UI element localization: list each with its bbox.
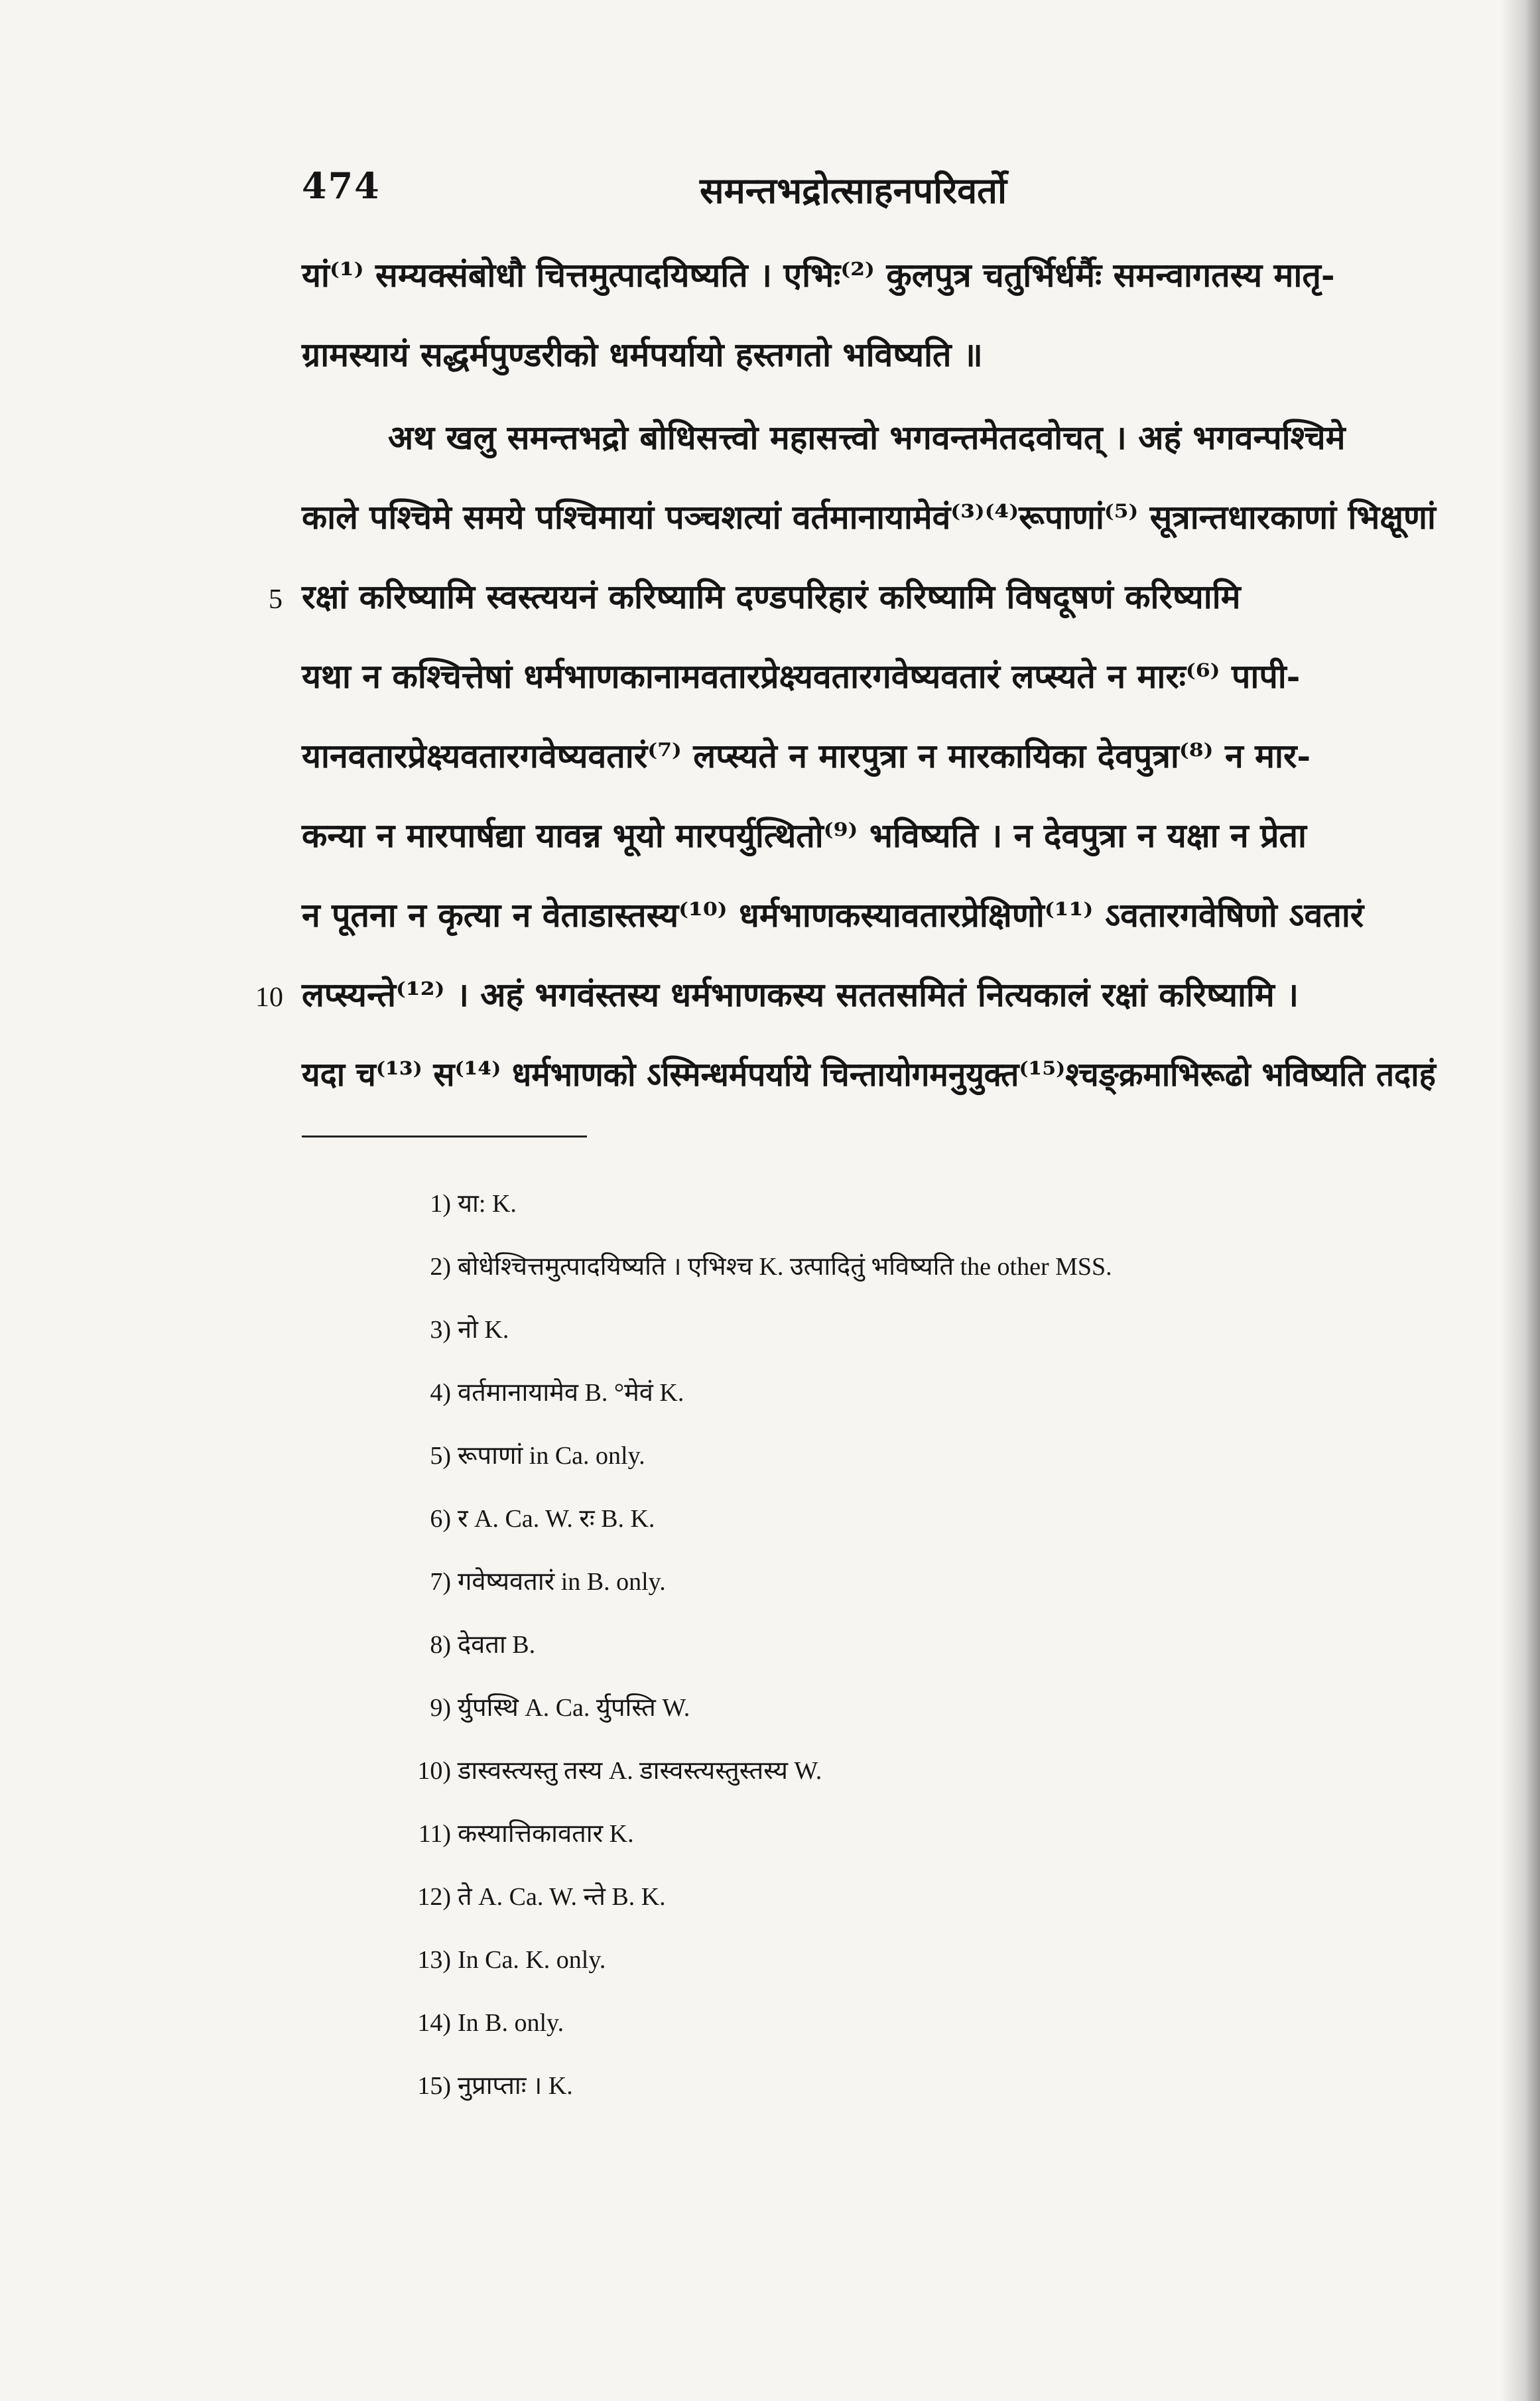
footnote-mark: 14) bbox=[417, 2009, 451, 2037]
footnote-mark: 9) bbox=[430, 1694, 451, 1722]
page-number: 474 bbox=[302, 164, 381, 207]
footnote-text: In B. only. bbox=[458, 2009, 564, 2037]
running-title: समन्तभद्रोत्साहनपरिवर्तो bbox=[700, 169, 1007, 212]
footnote-mark: 13) bbox=[417, 1946, 451, 1974]
line-number-5: 5 bbox=[269, 584, 283, 615]
footnote-mark: 15) bbox=[417, 2072, 451, 2100]
text-line: यदा च⁽¹³⁾ स⁽¹⁴⁾ धर्मभाणको ऽस्मिन्धर्मपर्याये चिन्तायोगमनुयुक्त⁽¹⁵⁾श्चङ्क्रमाभिरूढो भविष्यति तदाहं bbox=[302, 1055, 1436, 1094]
footnote-mark: 2) bbox=[430, 1253, 451, 1281]
footnote-mark: 5) bbox=[430, 1442, 451, 1470]
text-line: यथा न कश्चित्तेषां धर्मभाणकानामवतारप्रेक्ष्यवतारगवेष्यवतारं लप्स्यते न मारः⁽⁶⁾ पापी- bbox=[302, 657, 1301, 696]
footnote-mark: 10) bbox=[417, 1757, 451, 1785]
footnote bbox=[398, 2006, 564, 2046]
footnote-text: वर्तमानायामेव B. °मेवं K. bbox=[458, 1379, 684, 1407]
footnote bbox=[398, 1691, 690, 1731]
footnote-mark: 7) bbox=[430, 1568, 451, 1596]
footnote bbox=[398, 1565, 666, 1605]
line-number-10: 10 bbox=[255, 982, 283, 1013]
footnote-mark: 12) bbox=[417, 1883, 451, 1911]
page-edge-shadow bbox=[1500, 0, 1540, 2401]
footnote-text: र्युपस्थि A. Ca. र्युपस्ति W. bbox=[458, 1694, 690, 1722]
footnote-text: बोधेश्चित्तमुत्पादयिष्यति । एभिश्च K. उत्पादितुं भविष्यति the other MSS. bbox=[458, 1253, 1112, 1281]
footnote-text: नुप्राप्ताः । K. bbox=[458, 2072, 573, 2100]
footnote bbox=[398, 1817, 634, 1857]
text-line: यां⁽¹⁾ सम्यक्संबोधौ चित्तमुत्पादयिष्यति । एभिः⁽²⁾ कुलपुत्र चतुर्भिर्धर्मैः समन्वागतस्य मातृ- bbox=[302, 255, 1335, 294]
footnote bbox=[398, 2069, 573, 2109]
text-line: न पूतना न कृत्या न वेताडास्तस्य⁽¹⁰⁾ धर्मभाणकस्यावतारप्रेक्षिणो⁽¹¹⁾ ऽवतारगवेषिणो ऽवतारं bbox=[302, 895, 1364, 935]
footnote-text: गवेष्यवतारं in B. only. bbox=[458, 1568, 666, 1596]
footnote-text: रूपाणां in Ca. only. bbox=[458, 1442, 645, 1470]
footnote-text: नो K. bbox=[458, 1316, 509, 1344]
footnote-mark: 6) bbox=[430, 1505, 451, 1533]
footnote bbox=[398, 1880, 666, 1920]
footnote-separator bbox=[302, 1136, 587, 1137]
footnote bbox=[398, 1754, 822, 1794]
footnote-mark: 3) bbox=[430, 1316, 451, 1344]
text-line: रक्षां करिष्यामि स्वस्त्ययनं करिष्यामि दण्डपरिहारं करिष्यामि विषदूषणं करिष्यामि bbox=[302, 577, 1241, 616]
footnote-text: ते A. Ca. W. न्ते B. K. bbox=[458, 1883, 666, 1911]
footnote bbox=[398, 1313, 509, 1353]
footnote bbox=[398, 1943, 606, 1983]
footnote-text: In Ca. K. only. bbox=[458, 1946, 606, 1974]
text-line: ग्रामस्यायं सद्धर्मपुण्डरीको धर्मपर्यायो हस्तगतो भविष्यति ॥ bbox=[302, 335, 983, 374]
footnote-text: डास्वस्त्यस्तु तस्य A. डास्वस्त्यस्तुस्तस्य W. bbox=[458, 1757, 822, 1785]
footnote bbox=[398, 1376, 684, 1416]
footnote bbox=[398, 1502, 655, 1542]
footnote-text: देवता B. bbox=[458, 1631, 536, 1659]
text-line: अथ खलु समन्तभद्रो बोधिसत्त्वो महासत्त्वो भगवन्तमेतदवोचत् । अहं भगवन्पश्चिमे bbox=[388, 418, 1346, 457]
footnote bbox=[398, 1187, 517, 1227]
footnote bbox=[398, 1250, 1112, 1290]
footnote-mark: 8) bbox=[430, 1631, 451, 1659]
page-header bbox=[302, 164, 1157, 218]
footnote-text: या: K. bbox=[458, 1190, 517, 1218]
footnote bbox=[398, 1628, 535, 1668]
footnote-mark: 1) bbox=[430, 1190, 451, 1218]
footnote-mark: 11) bbox=[418, 1820, 451, 1848]
footnote-mark: 4) bbox=[430, 1379, 451, 1407]
footnote-text: कस्यात्तिकावतार K. bbox=[458, 1820, 634, 1848]
footnote-text: र A. Ca. W. रः B. K. bbox=[458, 1505, 655, 1533]
text-line: लप्स्यन्ते⁽¹²⁾ । अहं भगवंस्तस्य धर्मभाणकस्य सततसमितं नित्यकालं रक्षां करिष्यामि । bbox=[302, 975, 1299, 1014]
footnote bbox=[398, 1439, 645, 1479]
text-line: काले पश्चिमे समये पश्चिमायां पञ्चशत्यां वर्तमानायामेवं⁽³⁾⁽⁴⁾रूपाणां⁽⁵⁾ सूत्रान्तधारकाणां भिक्षूणां bbox=[302, 497, 1436, 537]
text-line: कन्या न मारपार्षद्या यावन्न भूयो मारपर्युत्थितो⁽⁹⁾ भविष्यति । न देवपुत्रा न यक्षा न प्रेता bbox=[302, 816, 1307, 855]
text-line: यानवतारप्रेक्ष्यवतारगवेष्यवतारं⁽⁷⁾ लप्स्यते न मारपुत्रा न मारकायिका देवपुत्रा⁽⁸⁾ न मार- bbox=[302, 736, 1311, 775]
